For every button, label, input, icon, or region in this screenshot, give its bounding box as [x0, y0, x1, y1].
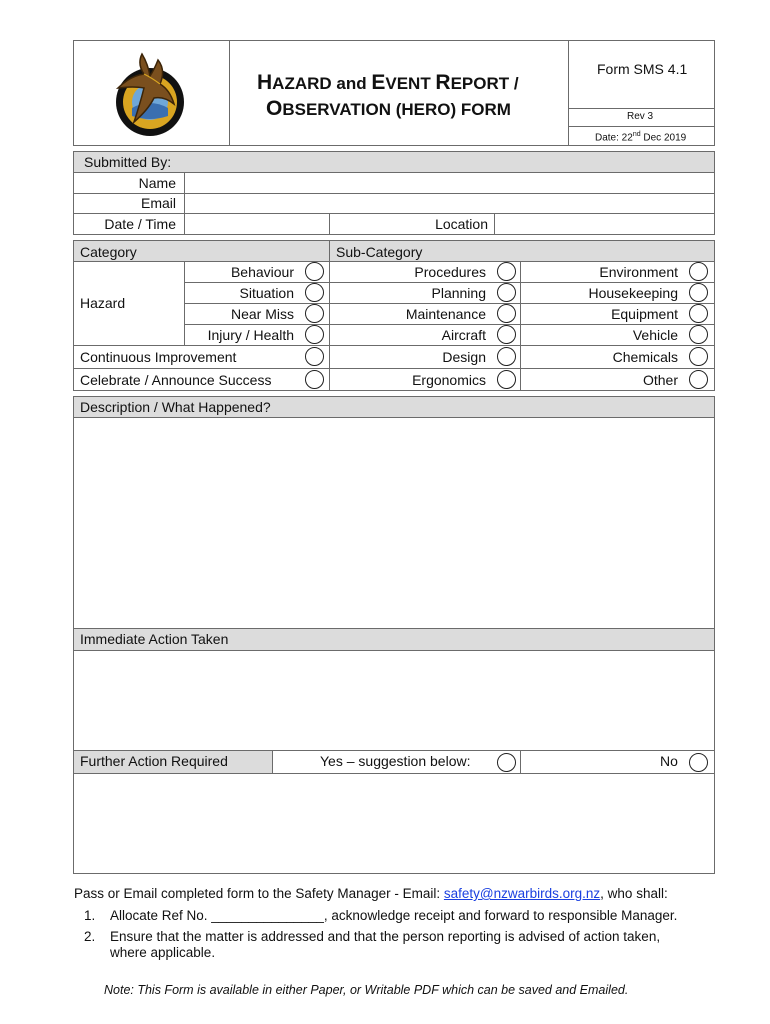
row-line — [329, 324, 715, 325]
sub-ergonomics-label: Ergonomics — [412, 372, 486, 388]
form-title-line1: HAZARD and EVENT REPORT / — [257, 71, 519, 94]
sub-procedures-radio[interactable] — [497, 262, 516, 281]
sub-procedures-label: Procedures — [414, 264, 486, 280]
form-id: Form SMS 4.1 — [597, 61, 688, 77]
continuous-improvement-radio[interactable] — [305, 347, 324, 366]
sub-other-label: Other — [642, 372, 678, 388]
sub-housekeeping-radio[interactable] — [689, 283, 708, 302]
sub-design-label: Design — [442, 349, 486, 365]
row-line — [73, 368, 329, 369]
row-line — [184, 282, 329, 283]
sub-equipment-label: Equipment — [611, 306, 678, 322]
description-field[interactable] — [73, 417, 715, 629]
sub-equipment-radio[interactable] — [689, 304, 708, 323]
sub-vehicle-label: Vehicle — [632, 327, 678, 343]
immediate-heading: Immediate Action Taken — [80, 631, 229, 647]
further-no-label: No — [660, 753, 678, 769]
sub-environment-radio[interactable] — [689, 262, 708, 281]
col-line — [520, 750, 521, 774]
safety-email-link[interactable]: safety@nzwarbirds.org.nz — [443, 886, 601, 901]
form-revision: Rev 3 — [627, 111, 654, 122]
immediate-action-field[interactable] — [73, 650, 715, 751]
hazard-situation-radio[interactable] — [305, 283, 324, 302]
logo — [104, 46, 196, 142]
hazard-situation-label: Situation — [239, 285, 294, 301]
footer-item1: Allocate Ref No. _______________, acknowledge receipt and forward to responsible Manager. — [110, 908, 678, 923]
row-line — [184, 303, 329, 304]
footer-item1-number: 1. — [84, 908, 96, 923]
location-label: Location — [435, 216, 488, 232]
row-line — [184, 324, 329, 325]
warbirds-logo-icon — [104, 46, 196, 142]
continuous-improvement-label: Continuous Improvement — [80, 349, 237, 365]
sub-other-radio[interactable] — [689, 370, 708, 389]
subcategory-heading: Sub-Category — [336, 244, 423, 260]
date-time-label: Date / Time — [104, 216, 176, 232]
sub-housekeeping-label: Housekeeping — [588, 285, 678, 301]
location-field[interactable] — [495, 214, 714, 234]
sub-environment-label: Environment — [599, 264, 678, 280]
sub-chemicals-label: Chemicals — [612, 349, 678, 365]
row-line — [329, 303, 715, 304]
sub-design-radio[interactable] — [497, 347, 516, 366]
header-date-line — [568, 126, 715, 127]
celebrate-label: Celebrate / Announce Success — [80, 372, 272, 388]
form-date: Date: 22nd Dec 2019 — [595, 131, 687, 144]
sub-aircraft-radio[interactable] — [497, 325, 516, 344]
sub-planning-label: Planning — [431, 285, 486, 301]
further-no-radio[interactable] — [689, 753, 708, 772]
sub-ergonomics-radio[interactable] — [497, 370, 516, 389]
hazard-near-miss-radio[interactable] — [305, 304, 324, 323]
sub-aircraft-label: Aircraft — [441, 327, 486, 343]
sub-chemicals-radio[interactable] — [689, 347, 708, 366]
category-heading: Category — [80, 244, 137, 260]
further-yes-radio[interactable] — [497, 753, 516, 772]
col-line — [329, 213, 330, 235]
col-line — [520, 261, 521, 391]
description-heading: Description / What Happened? — [80, 399, 271, 415]
row-line — [329, 368, 715, 369]
further-action-field[interactable] — [73, 773, 715, 874]
col-line — [184, 261, 185, 345]
footer-item2-line1: Ensure that the matter is addressed and that the person reporting is advised of action taken, — [110, 929, 661, 944]
sub-vehicle-radio[interactable] — [689, 325, 708, 344]
row-line — [73, 345, 329, 346]
header-divider-right — [568, 40, 569, 146]
header-rev-line — [568, 108, 715, 109]
footer-item2-line2: where applicable. — [110, 945, 216, 960]
header-divider-left — [229, 40, 230, 146]
footer-note: Note: This Form is available in either Paper, or Writable PDF which can be saved and Emailed. — [104, 983, 629, 997]
hazard-injury-health-radio[interactable] — [305, 325, 324, 344]
sub-maintenance-label: Maintenance — [405, 306, 486, 322]
email-label: Email — [140, 195, 176, 211]
celebrate-radio[interactable] — [305, 370, 324, 389]
name-label: Name — [138, 175, 176, 191]
row-line — [329, 282, 715, 283]
hazard-injury-health-label: Injury / Health — [207, 327, 294, 343]
form-title-line2: OBSERVATION (HERO) FORM — [266, 97, 511, 120]
hazard-behaviour-radio[interactable] — [305, 262, 324, 281]
row-line — [329, 345, 715, 346]
sub-planning-radio[interactable] — [497, 283, 516, 302]
name-field[interactable] — [185, 173, 714, 192]
hazard-near-miss-label: Near Miss — [230, 306, 294, 322]
footer-intro: Pass or Email completed form to the Safety Manager - Email: safety@nzwarbirds.org.nz, who shall: — [74, 886, 668, 901]
col-line — [329, 261, 330, 391]
email-field[interactable] — [185, 194, 714, 213]
sub-maintenance-radio[interactable] — [497, 304, 516, 323]
hazard-behaviour-label: Behaviour — [230, 264, 294, 280]
hazard-label: Hazard — [80, 295, 126, 311]
further-yes-label: Yes – suggestion below: — [320, 753, 471, 769]
date-time-field[interactable] — [185, 214, 329, 234]
footer-item2-number: 2. — [84, 929, 96, 944]
further-heading: Further Action Required — [80, 753, 228, 769]
col-line — [329, 240, 330, 262]
submitted-heading: Submitted By: — [84, 154, 172, 170]
